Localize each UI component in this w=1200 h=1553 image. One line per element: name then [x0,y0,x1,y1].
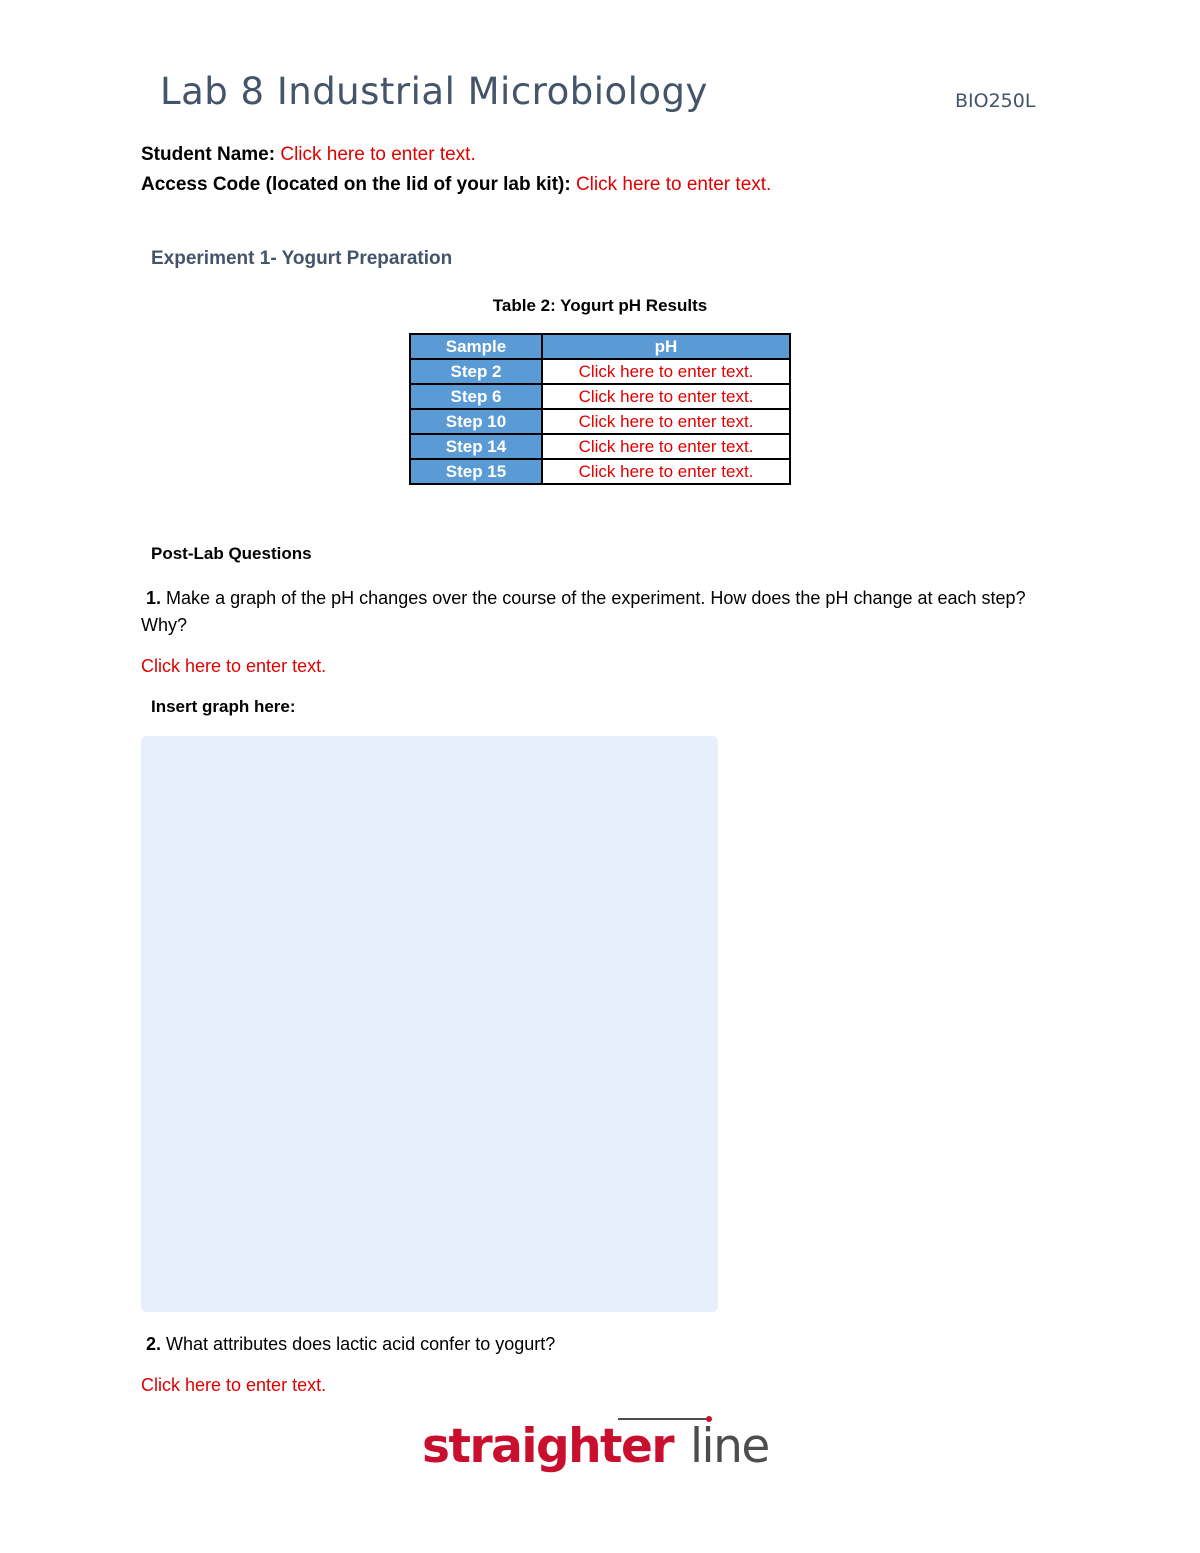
sample-cell: Step 14 [410,434,542,459]
logo-text-bold: straighter [422,1419,674,1474]
experiment-heading: Experiment 1- Yogurt Preparation [151,248,453,269]
ph-value-input[interactable]: Click here to enter text. [542,384,790,409]
table-row [410,359,790,384]
student-name-input[interactable]: Click here to enter text. [280,144,476,165]
column-header-ph: pH [542,334,790,359]
table-header-row [410,334,790,359]
question-2-answer-input[interactable]: Click here to enter text. [141,1375,327,1395]
logo-text-light: line [690,1419,769,1474]
sample-cell: Step 10 [410,409,542,434]
sample-cell: Step 15 [410,459,542,484]
ph-value-input[interactable]: Click here to enter text. [542,409,790,434]
question-1 [141,585,1071,639]
graph-insert-area[interactable] [141,736,718,1312]
sample-cell: Step 2 [410,359,542,384]
column-header-sample: Sample [410,334,542,359]
ph-value-input[interactable]: Click here to enter text. [542,459,790,484]
question-2-text: What attributes does lactic acid confer to yogurt? [166,1334,556,1354]
sample-cell: Step 6 [410,384,542,409]
course-code: BIO250L [955,90,1036,112]
ph-value-input[interactable]: Click here to enter text. [542,359,790,384]
student-name-row [141,144,476,166]
table-caption: Table 2: Yogurt pH Results [492,296,708,315]
access-code-input[interactable]: Click here to enter text. [575,174,772,195]
ph-value-input[interactable]: Click here to enter text. [542,434,790,459]
access-code-label: Access Code (located on the lid of your lab kit): [141,174,571,195]
question-2 [141,1331,1071,1358]
student-name-label: Student Name: [141,144,276,165]
ph-results-table [409,333,791,485]
graph-label: Insert graph here: [151,697,296,716]
post-lab-heading: Post-Lab Questions [151,544,312,563]
question-2-number: 2. [146,1334,162,1354]
table-row [410,434,790,459]
table-row [410,384,790,409]
access-code-row [141,174,771,196]
table-row [410,459,790,484]
question-1-answer-input[interactable]: Click here to enter text. [141,656,327,676]
question-1-text: Make a graph of the pH changes over the course of the experiment. How does the pH change at each step? Why? [141,588,1026,635]
document-title: Lab 8 Industrial Microbiology [160,70,708,113]
straighterline-logo [422,1410,782,1480]
table-row [410,409,790,434]
question-1-number: 1. [146,588,162,608]
